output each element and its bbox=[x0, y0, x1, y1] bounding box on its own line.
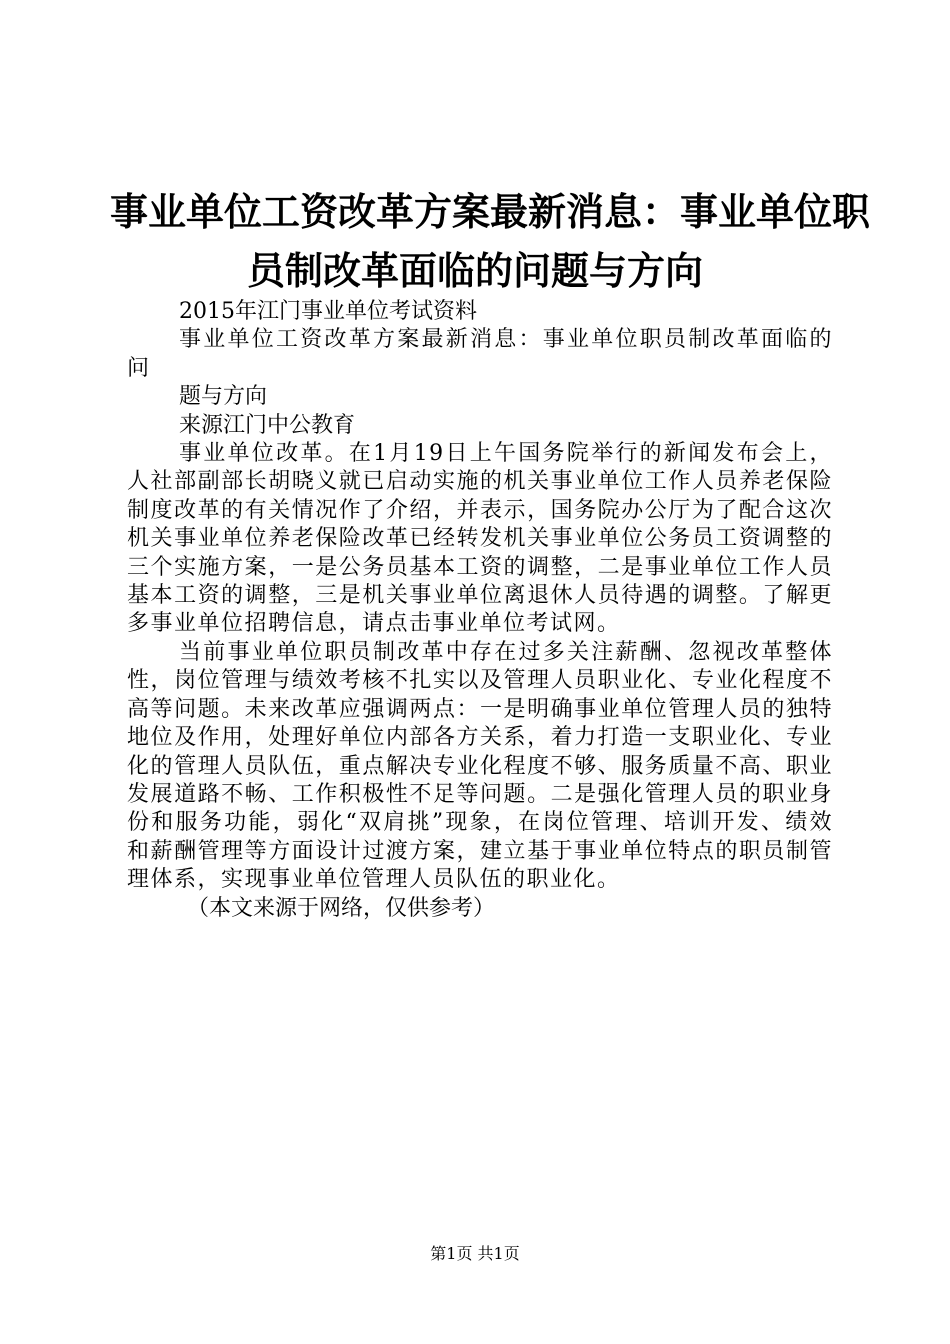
paragraph-source: 来源江门中公教育 bbox=[179, 412, 356, 438]
document-title-line-1: 事业单位工资改革方案最新消息：事业单位职 bbox=[110, 190, 871, 234]
document-body bbox=[127, 298, 833, 923]
paragraph-reform-issues: 当前事业单位职员制改革中存在过多关注薪酬、忽视改革整体性，岗位管理与绩效考核不扎实以及管理人员职业化、专业化程度不高等问题。未来改革应强调两点：一是明确事业单位管理人员的独特地位及作用，处理好单位内部各方关系，着力打造一支职业化、专业化的管理人员队伍，重点解决专业化程度不够、服务质量不高、职业发展道路不畅、工作积极性不足等问题。二是强化管理人员的职业身份和服务功能，弱化“双肩挑”现象，在岗位管理、培训开发、绩效和薪酬管理等方面设计过渡方案，建立基于事业单位特点的职员制管理体系，实现事业单位管理人员队伍的职业化。 bbox=[127, 639, 833, 893]
paragraph-reform-news: 事业单位改革。在1月19日上午国务院举行的新闻发布会上，人社部副部长胡晓义就已启动实施的机关事业单位工作人员养老保险制度改革的有关情况作了介绍，并表示，国务院办公厅为了配合这次机关事业单位养老保险改革已经转发机关事业单位公务员工资调整的三个实施方案，一是公务员基本工资的调整，二是事业单位工作人员基本工资的调整，三是机关事业单位离退休人员待遇的调整。了解更多事业单位招聘信息，请点击事业单位考试网。 bbox=[127, 441, 833, 637]
paragraph-source-note: 2015年江门事业单位考试资料 bbox=[179, 299, 477, 324]
document-title-line-2: 员制改革面临的问题与方向 bbox=[246, 249, 703, 293]
paragraph-subtitle-continued: 题与方向 bbox=[179, 384, 268, 410]
paragraph-disclaimer: （本文来源于网络，仅供参考） bbox=[187, 895, 496, 921]
page-footer: 第1页 共1页 bbox=[430, 1244, 520, 1263]
paragraph-subtitle: 事业单位工资改革方案最新消息：事业单位职员制改革面临的问 bbox=[127, 327, 833, 381]
